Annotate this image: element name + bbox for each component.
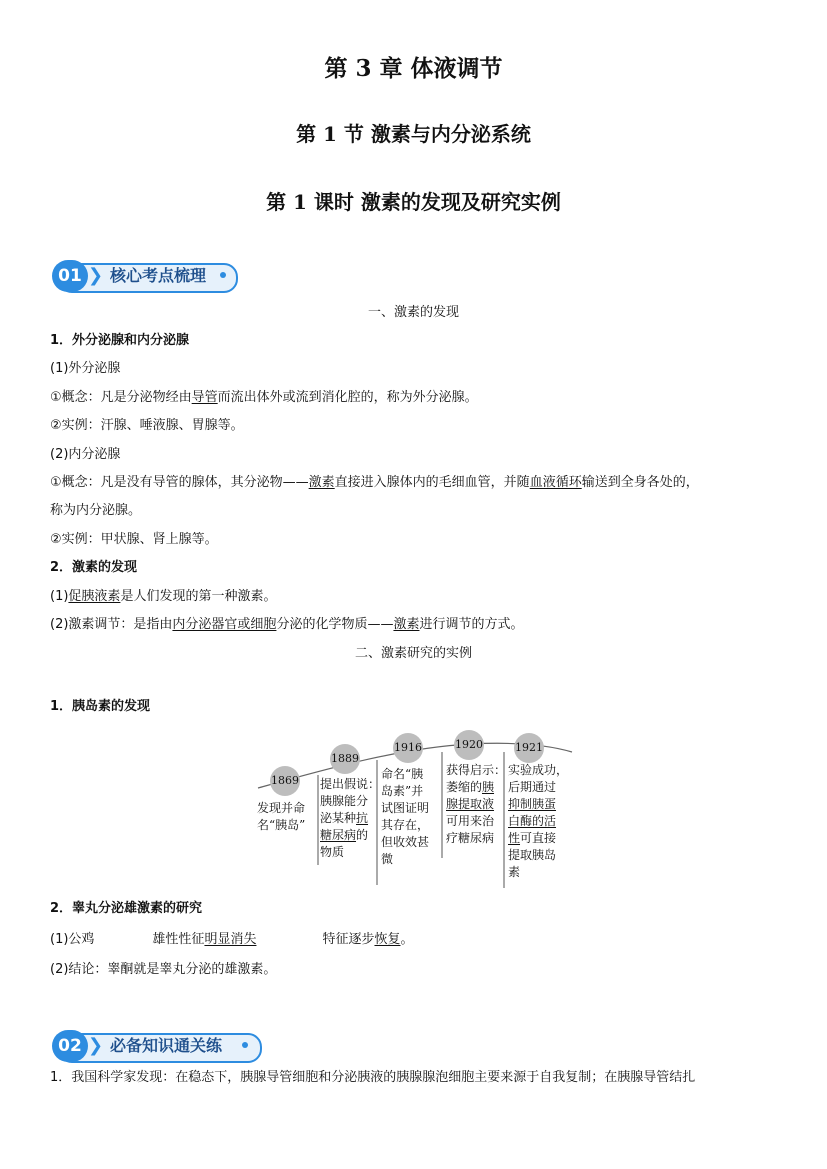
part1-line5: (1)促胰液素是人们发现的第一种激素。 [50,589,277,604]
banner-number: 02 [52,1030,88,1062]
chevron-right-icon: ❯ [88,1035,104,1056]
timeline-text-1916: 命名“胰 岛素”并 试图证明 其存在， 但收效甚 微 [381,767,430,866]
part2-heading: 二、激素研究的实例 [354,646,472,661]
part1-line1: ①概念：凡是分泌物经由导管而流出体外或流到消化腔的，称为外分泌腺。 [50,390,478,405]
chapter-title: 第 3 章 体液调节 [324,55,503,82]
part2-line2: (2)结论：睾酮就是睾丸分泌的雄激素。 [50,962,277,977]
part2-item2-heading: 2．睾丸分泌雄激素的研究 [50,901,203,916]
part1-line3: ①概念：凡是没有导管的腺体，其分泌物——激素直接进入腺体内的毛细血管，并随血液循环输送到全身各处的， [50,475,699,490]
part1-item2-heading: 2．激素的发现 [50,560,138,575]
lesson-title: 第 1 课时 激素的发现及研究实例 [266,190,561,214]
banner-number: 01 [52,260,88,292]
part1-sub1: (1)外分泌腺 [50,361,121,376]
year-circle-1916: 1916 [393,733,423,763]
dot-icon [220,272,226,278]
section-banner-01 [52,260,238,292]
dot-icon [242,1042,248,1048]
part1-heading: 一、激素的发现 [367,305,459,320]
banner-label: 核心考点梳理 [110,266,207,285]
timeline-text-1889: 提出假说： 胰腺能分 泌某种抗 糖尿病的 物质 [320,777,381,859]
year-circle-1921: 1921 [514,733,544,763]
part2-line1: (1)公鸡 雄性性征明显消失 特征逐步恢复。 [50,932,414,947]
practice-question-1: 1．我国科学家发现：在稳态下，胰腺导管细胞和分泌胰液的胰腺腺泡细胞主要来源于自我复制；在胰腺导管结扎 [50,1070,696,1085]
part1-sub2: (2)内分泌腺 [50,447,121,462]
part1-line2: ②实例：汗腺、唾液腺、胃腺等。 [50,418,244,433]
year-circle-1889: 1889 [330,744,360,774]
year-circle-1920: 1920 [454,730,484,760]
part2-item1-heading: 1．胰岛素的发现 [50,699,151,714]
timeline-text-1920: 获得启示： 萎缩的胰 腺提取液 可用来治 疗糖尿病 [446,763,507,845]
chevron-right-icon: ❯ [88,265,104,286]
part1-line4: ②实例：甲状腺、肾上腺等。 [50,532,218,547]
year-circle-1869: 1869 [270,766,300,796]
banner-label: 必备知识通关练 [110,1036,223,1055]
part1-item1-heading: 1．外分泌腺和内分泌腺 [50,333,190,348]
part1-line3-cont: 称为内分泌腺。 [50,503,142,518]
section-title: 第 1 节 激素与内分泌系统 [296,122,531,146]
timeline-text-1869: 发现并命 名“胰岛” [257,801,306,832]
section-banner-02 [52,1030,262,1062]
part1-line6: (2)激素调节：是指由内分泌器官或细胞分泌的化学物质——激素进行调节的方式。 [50,617,524,632]
timeline-text-1921: 实验成功， 后期通过 抑制胰蛋 白酶的活 性可直接 提取胰岛 素 [508,763,569,879]
